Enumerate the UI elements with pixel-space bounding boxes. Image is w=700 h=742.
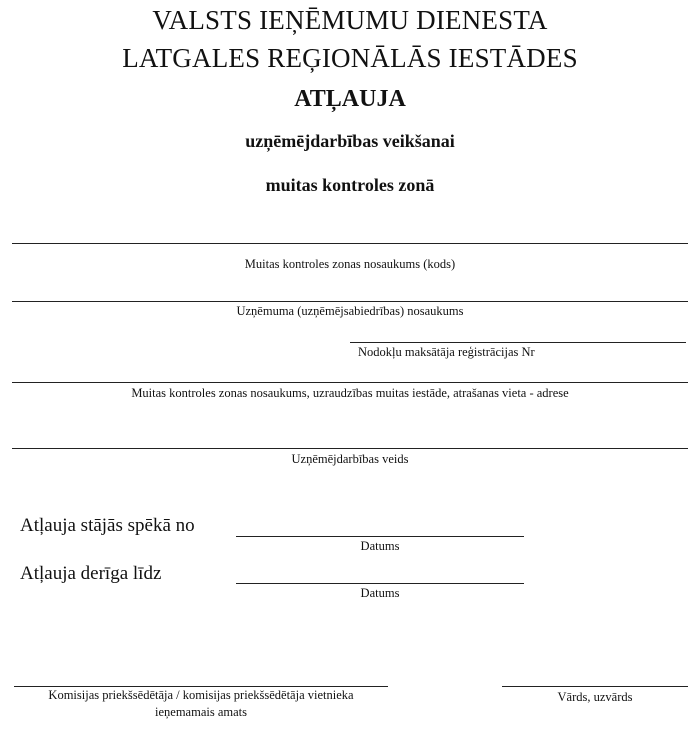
company-name-line[interactable] (12, 301, 688, 302)
name-line[interactable] (502, 686, 688, 687)
authority-line-2: LATGALES REĢIONĀLĀS IESTĀDES (122, 43, 578, 73)
document-title: ATĻAUJA (294, 86, 406, 112)
valid-from-date-caption: Datums (360, 539, 400, 553)
zone-details-line[interactable] (12, 382, 688, 383)
zone-details-label: Muitas kontroles zonas nosaukums, uzraudzības muitas iestāde, atrašanas vieta - adrese (131, 386, 569, 400)
zone-name-label: Muitas kontroles zonas nosaukums (kods) (244, 257, 456, 271)
name-label: Vārds, uzvārds (557, 690, 633, 704)
subtitle-2: muitas kontroles zonā (265, 175, 435, 195)
position-label-line-1: Komisijas priekšsēdētāja / komisijas priekšsēdētāja vietnieka (48, 688, 354, 702)
valid-from-label: Atļauja stājās spēkā no (20, 515, 195, 536)
activity-label: Uzņēmējdarbības veids (291, 452, 409, 466)
tax-reg-label: Nodokļu maksātāja reģistrācijas Nr (358, 345, 535, 359)
subtitle-1: uzņēmējdarbības veikšanai (245, 131, 455, 151)
valid-from-date-line[interactable] (236, 536, 524, 537)
valid-until-date-line[interactable] (236, 583, 524, 584)
authority-line-1: VALSTS IEŅĒMUMU DIENESTA (152, 5, 548, 35)
valid-until-label: Atļauja derīga līdz (20, 563, 162, 584)
company-name-label: Uzņēmuma (uzņēmējsabiedrības) nosaukums (236, 304, 464, 318)
zone-name-line[interactable] (12, 243, 688, 244)
position-label-line-2: ieņemamais amats (155, 705, 247, 719)
activity-line[interactable] (12, 448, 688, 449)
position-line[interactable] (14, 686, 388, 687)
valid-until-date-caption: Datums (360, 586, 400, 600)
tax-reg-line[interactable] (350, 342, 686, 343)
